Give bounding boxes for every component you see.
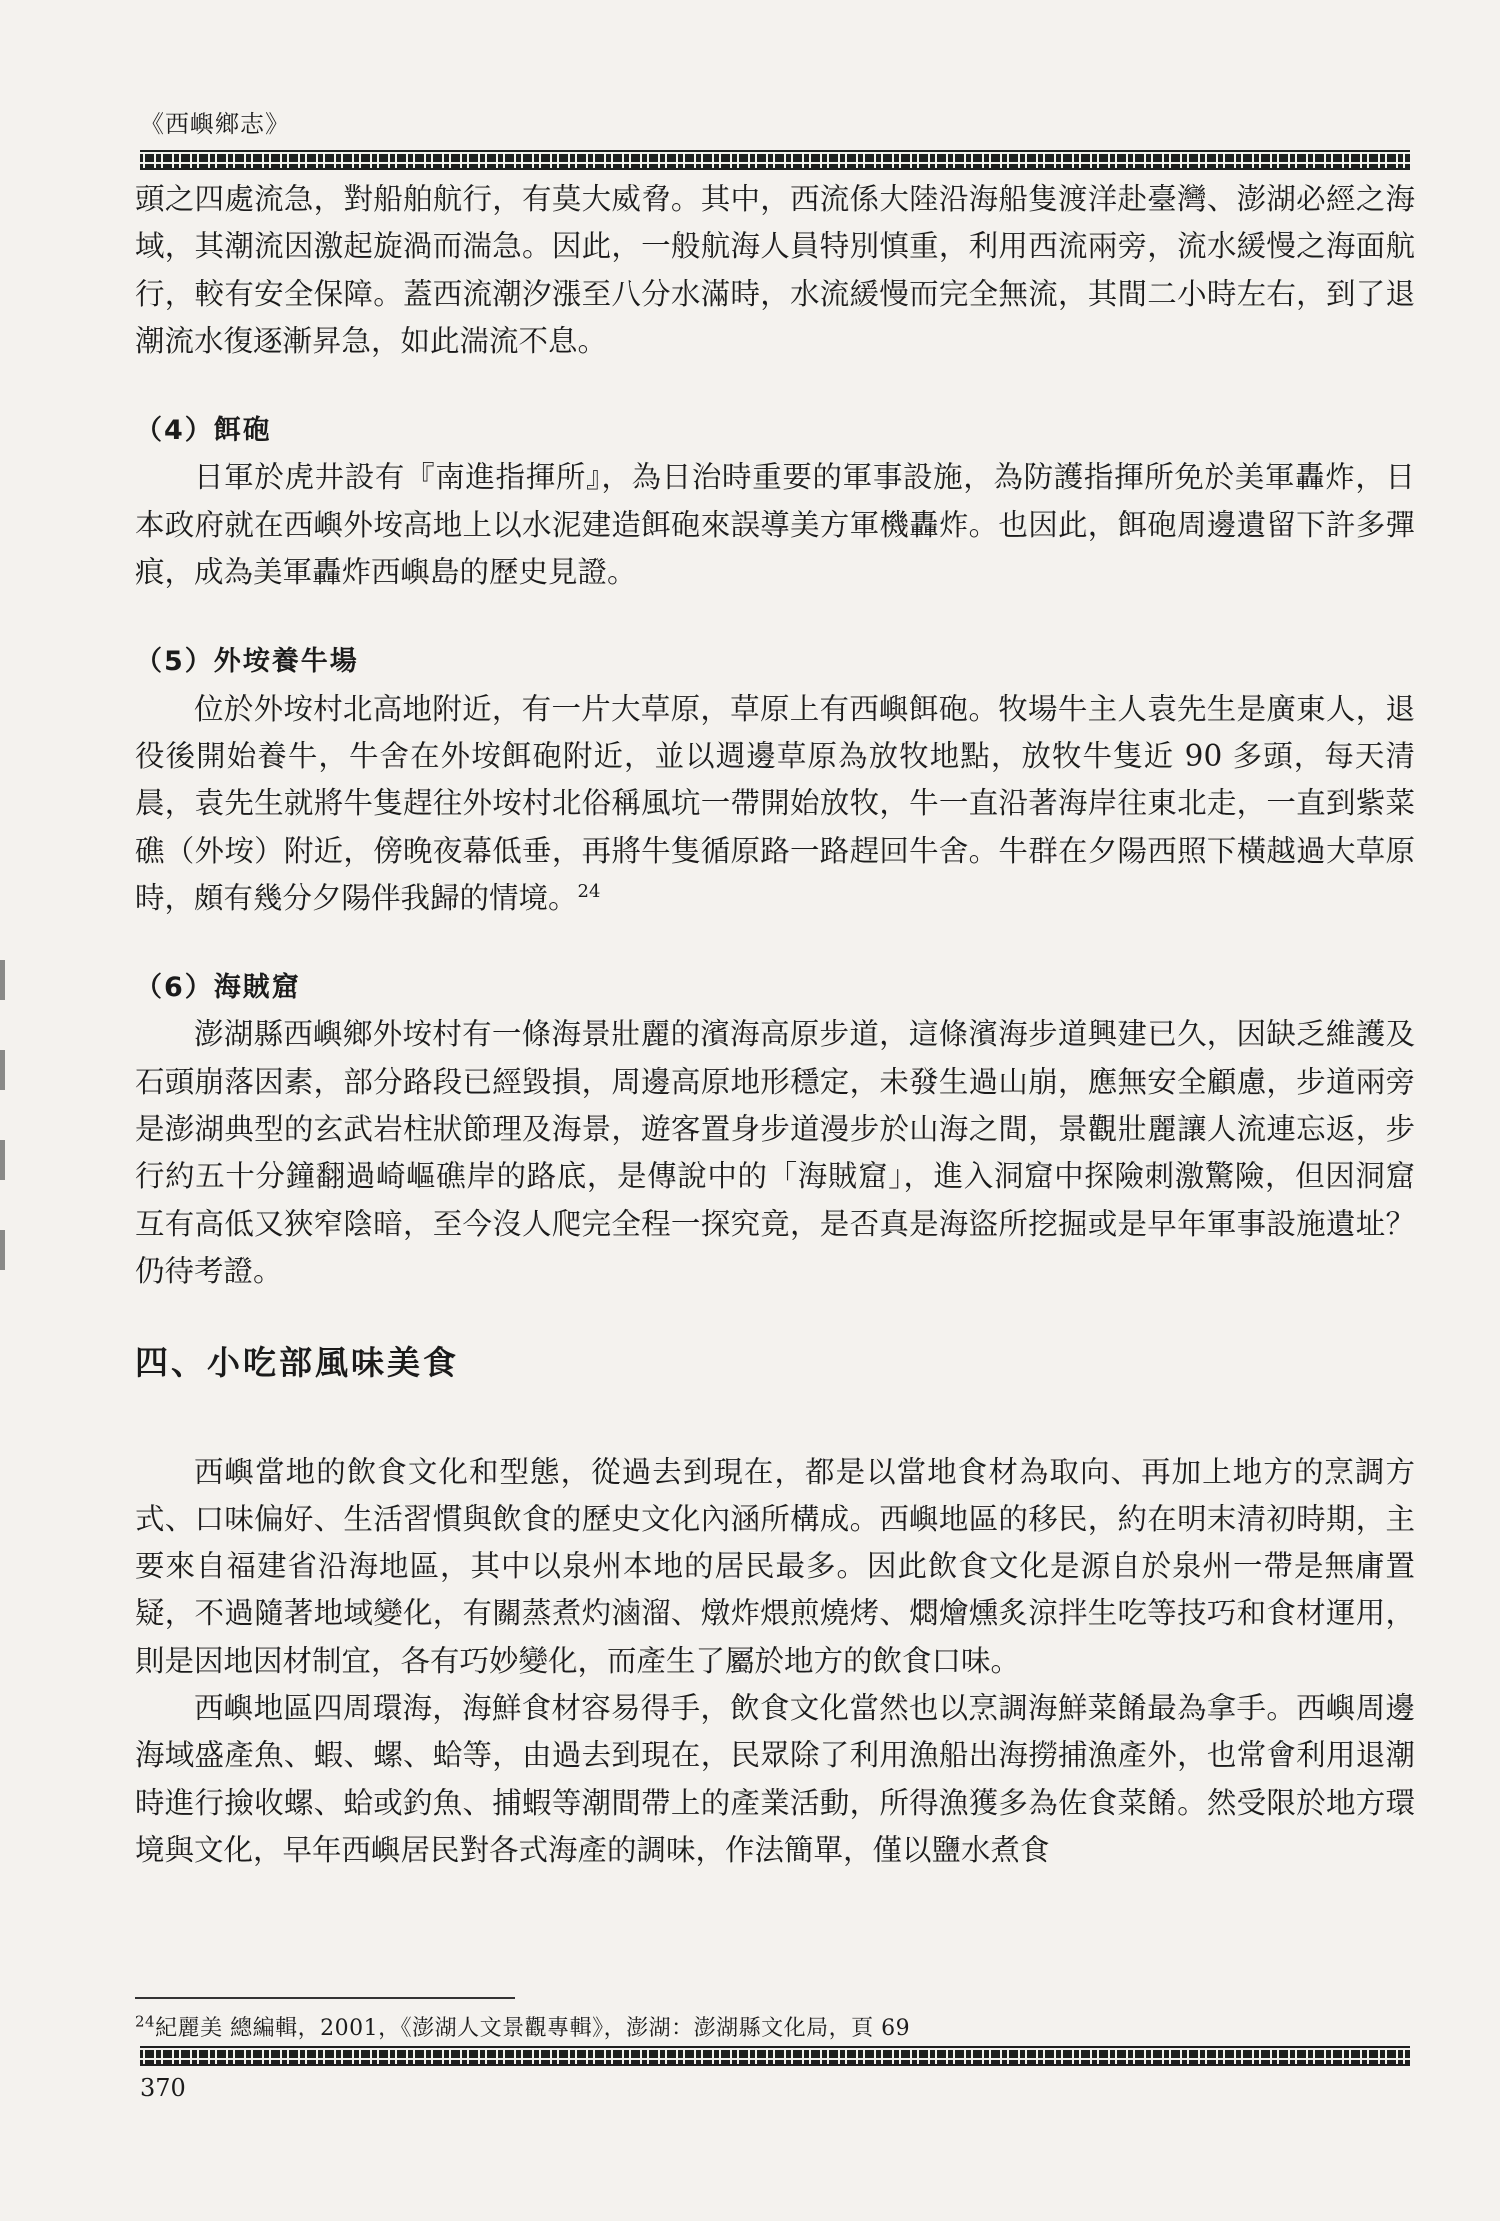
pirate-cave-paragraph: 澎湖縣西嶼鄉外垵村有一條海景壯麗的濱海高原步道，這條濱海步道興建已久，因缺乏維護及石頭崩落因素，部分路段已經毀損，周邊高原地形穩定，未發生過山崩，應無安全顧慮，步道兩旁是澎湖典型的玄武岩柱狀節理及海景，遊客置身步道漫步於山海之間，景觀壯麗讓人流連忘返，步行約五十分鐘翻過崎嶇礁岸的路底，是傳說中的「海賊窟」，進入洞窟中探險刺激驚險，但因洞窟互有高低又狹窄陰暗，至今沒人爬完全程一探究竟，是否真是海盜所挖掘或是早年軍事設施遺址？仍待考證。	[135, 1017, 1415, 1288]
food-culture-paragraph-2: 西嶼地區四周環海，海鮮食材容易得手，飲食文化當然也以烹調海鮮菜餚最為拿手。西嶼周邊海域盛產魚、蝦、螺、蛤等，由過去到現在，民眾除了利用漁船出海撈捕漁產外，也常會利用退潮時進行撿收螺、蛤或釣魚、捕蝦等潮間帶上的產業活動，所得漁獲多為佐食菜餚。然受限於地方環境與文化，早年西嶼居民對各式海產的調味，作法簡單，僅以鹽水煮食	[135, 1691, 1415, 1867]
section-heading-decoy-gun: （4）餌砲	[135, 415, 272, 447]
page-body	[135, 176, 1415, 1874]
chapter-heading-snack-food: 四、小吃部風味美食	[135, 1343, 459, 1383]
intro-paragraph: 頭之四處流急，對船舶航行，有莫大威脅。其中，西流係大陸沿海船隻渡洋赴臺灣、澎湖必經之海域，其潮流因激起旋渦而湍急。因此，一般航海人員特別慎重，利用西流兩旁，流水緩慢之海面航行，較有安全保障。蓋西流潮汐漲至八分水滿時，水流緩慢而完全無流，其間二小時左右，到了退潮流水復逐漸昇急，如此湍流不息。	[135, 182, 1415, 358]
running-header: 《西嶼鄉志》	[140, 110, 290, 138]
section-heading-pirate-cave: （6）海賊窟	[135, 972, 301, 1004]
decoy-gun-paragraph: 日軍於虎井設有『南進指揮所』，為日治時重要的軍事設施，為防護指揮所免於美軍轟炸，日本政府就在西嶼外垵高地上以水泥建造餌砲來誤導美方軍機轟炸。也因此，餌砲周邊遺留下許多彈痕，成為美軍轟炸西嶼島的歷史見證。	[135, 460, 1415, 590]
footnote-divider	[135, 1997, 515, 1999]
footnote-number: 24	[135, 2012, 156, 2031]
binding-edge-mark	[0, 960, 5, 1280]
footnote-text: 紀麗美 總編輯，2001，《澎湖人文景觀專輯》，澎湖：澎湖縣文化局，頁 69	[155, 2016, 911, 2041]
cattle-ranch-text: 位於外垵村北高地附近，有一片大草原，草原上有西嶼餌砲。牧場牛主人袁先生是廣東人，退役後開始養牛，牛舍在外垵餌砲附近，並以週邊草原為放牧地點，放牧牛隻近 90 多頭，每天清晨，袁先生就將牛隻趕往外垵村北俗稱風坑一帶開始放牧，牛一直沿著海岸往東北走，一直到紫菜礁（外垵）附近，傍晚夜幕低垂，再將牛隻循原路一路趕回牛舍。牛群在夕陽西照下橫越過大草原時，頗有幾分夕陽伴我歸的情境。	[135, 691, 1415, 915]
footnote-reference: 24	[577, 881, 601, 903]
footnote	[135, 2011, 910, 2042]
cattle-ranch-paragraph	[135, 686, 1415, 922]
decorative-border-bottom	[140, 2046, 1410, 2066]
section-heading-cattle-ranch: （5）外垵養牛場	[135, 646, 359, 678]
decorative-border-top	[140, 150, 1410, 170]
food-culture-paragraph-1: 西嶼當地的飲食文化和型態，從過去到現在，都是以當地食材為取向、再加上地方的烹調方式、口味偏好、生活習慣與飲食的歷史文化內涵所構成。西嶼地區的移民，約在明末清初時期，主要來自福建省沿海地區，其中以泉州本地的居民最多。因此飲食文化是源自於泉州一帶是無庸置疑，不過隨著地域變化，有關蒸煮灼滷溜、燉炸煨煎燒烤、燜燴燻炙涼拌生吃等技巧和食材運用，則是因地因材制宜，各有巧妙變化，而產生了屬於地方的飲食口味。	[135, 1454, 1415, 1678]
page-number: 370	[140, 2074, 186, 2102]
